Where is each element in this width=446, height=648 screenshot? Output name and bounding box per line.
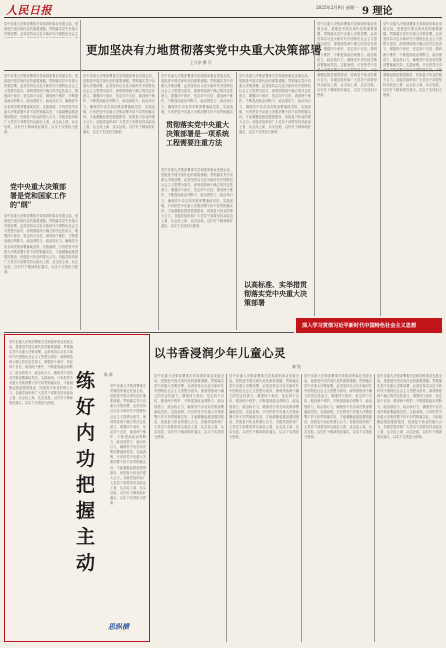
column-divider <box>236 72 237 330</box>
text-column: 党中央重大决策部署事关党和国家事业发展全局，是推进中国式现代化的重要遵循。贯彻落实党中央重大决策部署，必须坚持以习近平新时代中国特色社会主 <box>4 22 78 37</box>
main-byline: 王开余 撰 写 <box>190 60 212 65</box>
column-divider <box>80 20 81 330</box>
column-divider <box>374 374 375 642</box>
text-column: 党中央重大决策部署事关党和国家事业发展全局，是推进中国式现代化的重要遵循。贯彻落实党中央重大决策部署，必须坚持以习近平新时代中国特色社会主义思想为指导，深刻领悟两个确立的决定性意义，增强四个意识、坚定四个自信、做到两个维护，不断提高政治判断力、政治领悟力、政治执行力，确保党中央各项决策部署落地见效。实践表明，只有把党中央重大决策部署不折不扣贯彻落实好，才能凝聚起推进强国建设、民族复兴伟业的强大合力。各级党组织和广大党员干部要坚持从政治上看、从全局上谋、从实处抓，以钉钉子精神抓好落实，以实干实绩担当使命。 <box>304 374 372 440</box>
commentary-byline: 陈 新 <box>104 372 113 377</box>
page-header <box>0 0 446 18</box>
text-column: 党中央重大决策部署事关党和国家事业发展全局，是推进中国式现代化的重要遵循。贯彻落实党中央重大决策部署，必须坚持以习近平新时代中国特色社会主义思想为指导，深刻领悟两个确立的决定性意义，增强四个意识、坚定四个自信、做到两个维护，不断提高政治判断力、政治领悟力、政治执行力，确保党中央各项决策部署落地见效。实践表明，只有把党中央重大决策部署不折不扣贯彻落实 <box>161 74 233 114</box>
header-rule <box>4 17 442 18</box>
column-divider <box>226 374 227 642</box>
text-column: 党中央重大决策部署事关党和国家事业发展全局，是推进中国式现代化的重要遵循。贯彻落实党中央重大决策部署，必须坚持以习近平新时代中国特色社会主义思想为指导，深刻领悟两个确立的决定性意义，增强四个意识、坚定四个自信、做到两个维护，不断提高政治判断力、政治领悟力、政治执行力，确保党中央各项决策部署落地见效。实践表明，只有把党中央重大决策部署不折不扣贯彻落实好，才能凝聚起推进强国建设、民族复兴伟业的强大合力。各级党组织和广大党员干部要坚持从政治上看、从全局上谋、从实处抓，以钉钉子精神抓好落实，以实干实绩担当使命。 <box>239 74 311 135</box>
text-column: 党中央重大决策部署事关党和国家事业发展全局，是推进中国式现代化的重要遵循。贯彻落实党中央重大决策部署，必须坚持以习近平新时代中国特色社会主义思想为指导，深刻领悟两个确立的决定性意义，增强四个意识、坚定四个自信、做到两个维护，不断提高政治判断力、政治领悟力、政治执行力，确保党中央各项决策部署落地见效。实践表明，只有把党中央重大决策部署不折不扣贯彻落实好，才能凝聚起推进强国建设、民族复兴伟业的强大合力。各级党组织和广大党员干部要坚持从政治上看、从全局上谋、从实处抓，以钉钉子精神抓好落实，以实干实绩担当使命。 <box>383 22 442 98</box>
column-divider <box>314 20 315 316</box>
column-divider <box>158 72 159 330</box>
column-divider <box>380 20 381 316</box>
text-column: 党中央重大决策部署事关党和国家事业发展全局，是推进中国式现代化的重要遵循。贯彻落实党中央重大决策部署，必须坚持以习近平新时代中国特色社会主义思想为指导，深刻领悟两个确立的决定性意义，增强四个意识、坚定四个自信、做到两个维护，不断提高政治判断力、政治领悟力、政治执行力，确保党中央各项决策部署落地见效。实践表明，只有把党中央重大决策部署不折不扣贯彻落实好，才能凝聚起推进强国建设、民族复兴伟业的强大合力。各级党组织和广大党员干部要坚持从政治上看、从全局上谋、从实处抓，以钉钉子精神抓好落实，以实干实绩担当使命。 <box>83 74 155 135</box>
column-divider <box>301 374 302 642</box>
text-column: 党中央重大决策部署事关党和国家事业发展全局，是推进中国式现代化的重要遵循。贯彻落实党中央重大决策部署，必须坚持以习近平新时代中国特色社会主义思想为指导，深刻领悟两个确立的决定性意义，增强四个意识、坚定四个自信、做到两个维护，不断提高政治判断力、政治领悟力、政治执行力，确保党中央各项决策部署落地见效。实践表明，只有把党中央重大决策部署不折不扣贯彻落实好，才能凝聚起推进强国建设、民族复兴伟业的强大合力。各级党组织和广大党员干部要坚持从政治上看、从全局上谋、从实处抓，以钉钉子精神抓好落实，以实干实绩担当使命。 <box>110 384 146 506</box>
second-headline[interactable]: 以书香浸润少年儿童心灵 <box>154 346 286 360</box>
page-number: 9 理论 <box>362 6 393 17</box>
commentary-title[interactable]: 练好内功把握主动 <box>76 370 96 574</box>
text-column: 党中央重大决策部署事关党和国家事业发展全局，是推进中国式现代化的重要遵循。贯彻落实党中央重大决策部署，必须坚持以习近平新时代中国特色社会主义思想为指导，深刻领悟两个确立的决定性意义，增强四个意识、坚定四个自信、做到两个维护，不断提高政治判断力、政治领悟力、政治执行力，确保党中央各项决策部署落地见效。实践表明，只有把党中央重大决策部署不折不扣贯彻落实好，才能凝聚起推进强国建设、民族复兴伟业的强大合力。各级党组织和广大党员干部要坚持从政治上看、从全局上谋、从实处抓，以钉钉子精神抓好落实，以实干实绩担当使命。 <box>9 340 73 406</box>
text-column: 党中央重大决策部署事关党和国家事业发展全局，是推进中国式现代化的重要遵循。贯彻落实党中央重大决策部署，必须坚持以习近平新时代中国特色社会主义思想为指导，深刻领悟两个确立的决定性意义，增强四个意识、坚定四个自信、做到两个维护，不断提高政治判断力、政治领悟力、政治执行力，确保党中央各项决策部署落地见效。实践表明，只有把党中央重大决策部署不折不扣贯彻落实好，才能凝聚起推进强国建设、民族复兴伟业的强大合力。各级党组织和广大党员干部要坚持从政治上看、从全局上谋、从实处抓，以钉钉子精神抓好落实，以实干实绩担当使命。 <box>229 374 299 440</box>
main-headline[interactable]: 更加坚决有力地贯彻落实党中央重大决策部署 <box>86 43 322 57</box>
issue-date: 2025年2月9日 星期一 <box>316 5 359 10</box>
text-column: 党中央重大决策部署事关党和国家事业发展全局，是推进中国式现代化的重要遵循。贯彻落实党中央重大决策部署，必须坚持以习近平新时代中国特色社会主义思想为指导，深刻领悟两个确立的决定性意义，增强四个意识、坚定四个自信、做到两个维护，不断提高政治判断力、政治领悟力、政治执行力，确保党中央各项决策部署落地见效。实践表明，只有把党中央重大决策部署不折不扣贯彻落实好，才能凝聚起推进强国建设、民族复兴伟业的强大合力。各级党组织和广大党员干部要坚持从政治上看、从全局上谋、从实处抓，以钉钉子精神抓好落实，以实干实绩担当使命。 <box>161 168 233 229</box>
section-rule <box>4 332 294 333</box>
masthead-logo: 人民日报 <box>6 4 52 17</box>
text-column: 党中央重大决策部署事关党和国家事业发展全局，是推进中国式现代化的重要遵循。贯彻落实党中央重大决策部署，必须坚持以习近平新时代中国特色社会主义思想为指导，深刻领悟两个确立的决定性意义，增强四个意识、坚定四个自信、做到两个维护，不断提高政治判断力、政治领悟力、政治执行力，确保党中央各项决策部署落地见效。实践表明，只有把党中央重大决策部署不折不扣贯彻落实好，才能凝聚起推进强国建设、民族复兴伟业的强大合力。各级党组织和广大党员干部要坚持从政治上看、从全局上谋、从实处抓，以钉钉子精神抓好落实，以实干实绩担当使命。 <box>4 214 78 275</box>
section-banner <box>296 318 442 333</box>
second-byline: 秦 锐 <box>292 364 301 369</box>
text-column: 党中央重大决策部署事关党和国家事业发展全局，是推进中国式现代化的重要遵循。贯彻落实党中央重大决策部署，必须坚持以习近平新时代中国特色社会主义思想为指导，深刻领悟两个确立的决定性意义，增强四个意识、坚定四个自信、做到两个维护，不断提高政治判断力、政治领悟力、政治执行力，确保党中央各项决策部署落地见效。实践表明，只有把党中央重大决策部署不折不扣贯彻落实好，才能凝聚起推进强国建设、民族复兴伟业的强大合力。各级党组织和广大党员干部要坚持从政治上看、从全局上谋、从实处抓，以钉钉子精神抓好落实，以实干实绩担当使命。 <box>4 74 78 135</box>
section-subhead: 贯彻落实党中央重大决策部署是一项系统工程需要注重方法 <box>166 120 229 147</box>
text-column: 党中央重大决策部署事关党和国家事业发展全局，是推进中国式现代化的重要遵循。贯彻落实党中央重大决策部署，必须坚持以习近平新时代中国特色社会主义思想为指导，深刻领悟两个确立的决定性意义，增强四个意识、坚定四个自信、做到两个维护，不断提高政治判断力、政治领悟力、政治执行力，确保党中央各项决策部署落地见效。实践表明，只有把党中央重大决策部署不折不扣贯彻落实好，才能凝聚起推进强国建设、民族复兴伟业的强大合力。各级党组织和广大党员干部要坚持从政治上看、从全局上谋、从实处抓，以钉钉子精神抓好落实，以实干实绩担当使命。 <box>317 22 377 98</box>
text-column: 党中央重大决策部署事关党和国家事业发展全局，是推进中国式现代化的重要遵循。贯彻落实党中央重大决策部署，必须坚持以习近平新时代中国特色社会主义思想为指导，深刻领悟两个确立的决定性意义，增强四个意识、坚定四个自信、做到两个维护，不断提高政治判断力、政治领悟力、政治执行力，确保党中央各项决策部署落地见效。实践表明，只有把党中央重大决策部署不折不扣贯彻落实好，才能凝聚起推进强国建设、民族复兴伟业的强大合力。各级党组织和广大党员干部要坚持从政治上看、从全局上谋、从实处抓，以钉钉子精神抓好落实，以实干实绩担当使命。 <box>377 374 442 440</box>
section-subhead: 党中央重大决策部署是党和国家工作的"纲" <box>10 182 66 209</box>
text-column: 党中央重大决策部署事关党和国家事业发展全局，是推进中国式现代化的重要遵循。贯彻落实党中央重大决策部署，必须坚持以习近平新时代中国特色社会主义思想为指导，深刻领悟两个确立的决定性意义，增强四个意识、坚定四个自信、做到两个维护，不断提高政治判断力、政治领悟力、政治执行力，确保党中央各项决策部署落地见效。实践表明，只有把党中央重大决策部署不折不扣贯彻落实好，才能凝聚起推进强国建设、民族复兴伟业的强大合力。各级党组织和广大党员干部要坚持从政治上看、从全局上谋、从实处抓，以钉钉子精神抓好落实，以实干实绩担当使命。 <box>154 374 224 440</box>
banner-label: 深入学习贯彻习近平新时代中国特色社会主义思想 <box>302 323 417 329</box>
section-subhead: 以高标准、实举措贯彻落实党中央重大决策部署 <box>244 280 307 307</box>
column-logo: 思纵横 <box>108 622 129 631</box>
